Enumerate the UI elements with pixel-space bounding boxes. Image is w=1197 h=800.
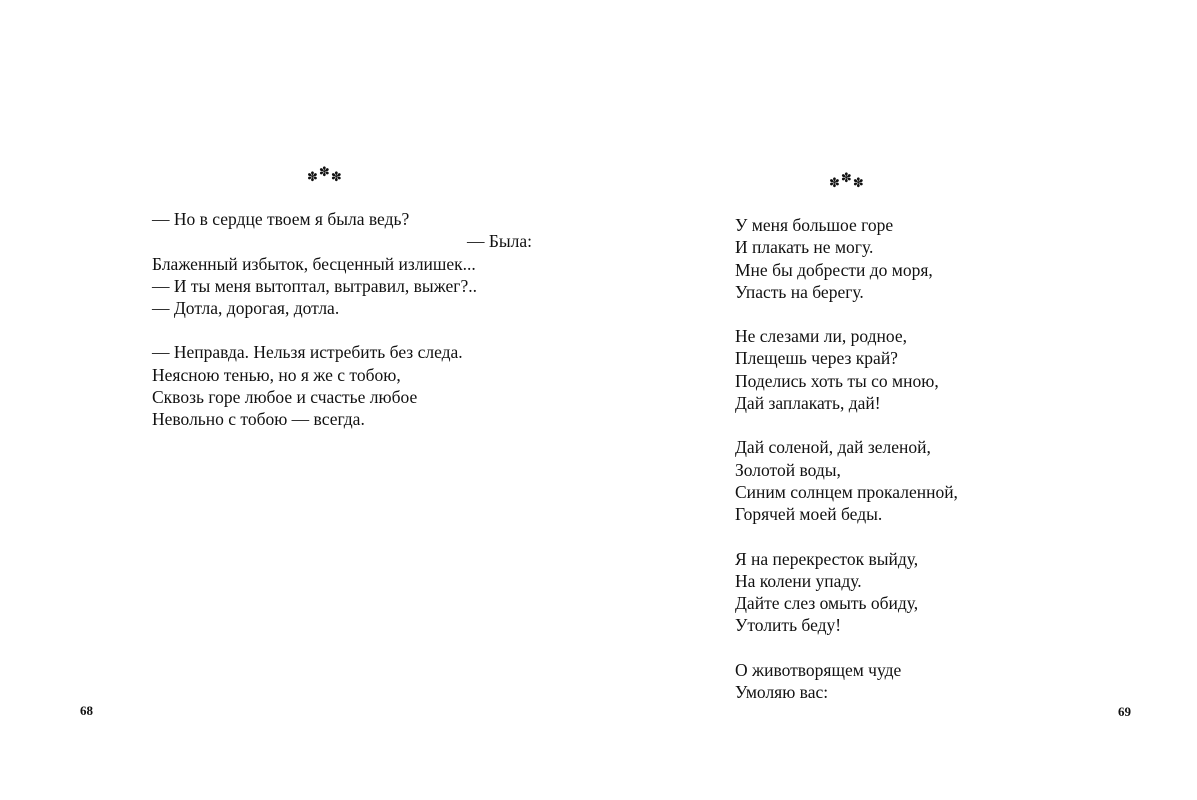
stanza-gap [735, 414, 1035, 436]
poem-line: Сквозь горе любое и счастье любое [152, 387, 418, 408]
stanza-gap [735, 303, 1035, 325]
section-ornament [829, 170, 865, 190]
poem-line: — Дотла, дорогая, дотла. [152, 298, 340, 319]
page-number: 68 [80, 703, 93, 718]
poem-line: — Неправда. Нельзя истребить без следа. [152, 342, 463, 363]
poem-line: Мне бы добрести до моря, [735, 259, 933, 280]
stanza-gap [152, 319, 532, 341]
right-page [598, 0, 1197, 800]
poem-line: У меня большое горе [735, 215, 894, 235]
poem-line: О животворящем чуде [735, 659, 902, 680]
poem-line: На колени упаду. [735, 570, 862, 591]
poem-line: Не слезами ли, родное, [735, 326, 907, 347]
poem-line: Я на перекресток выйду, [735, 548, 919, 569]
poem-line: Плещешь через край? [735, 348, 898, 369]
poem-line: Неясною тенью, но я же с тобою, [152, 364, 401, 385]
poem-line: Поделись хоть ты со мною, [735, 370, 939, 391]
poem-line: Невольно с тобою — всегда. [152, 409, 365, 430]
poem-line: — И ты меня вытоптал, вытравил, выжег?.. [152, 275, 477, 296]
poem-line: Горячей моей беды. [735, 504, 883, 525]
stanza-gap [735, 526, 1035, 548]
page-number: 69 [1118, 704, 1131, 719]
ornament-glyphs: ✽✽✽ [307, 164, 343, 184]
poem-line: Дай заплакать, дай! [735, 393, 881, 414]
poem-line: Упасть на берегу. [735, 281, 864, 302]
poem-line: Дайте слез омыть обиду, [735, 593, 919, 614]
poem-line: Золотой воды, [735, 459, 841, 480]
poem-line: Дай соленой, дай зеленой, [735, 437, 931, 458]
poem-line: Умоляю вас: [735, 682, 829, 703]
poem-line: Синим солнцем прокаленной, [735, 481, 958, 502]
stanza-gap [735, 637, 1035, 659]
poem-line: — Но в сердце твоем я была ведь? [152, 209, 410, 229]
poem-line: — Была: [466, 231, 532, 252]
poem-line: И плакать не могу. [735, 237, 874, 258]
ornament-glyphs: ✽✽✽ [829, 170, 865, 190]
poem-line: Блаженный избыток, бесценный излишек... [152, 253, 476, 274]
left-page [0, 0, 598, 800]
poem-line: Утолить беду! [735, 615, 842, 636]
poem-right [735, 214, 1035, 703]
poem-left [152, 208, 532, 431]
section-ornament [307, 164, 343, 184]
